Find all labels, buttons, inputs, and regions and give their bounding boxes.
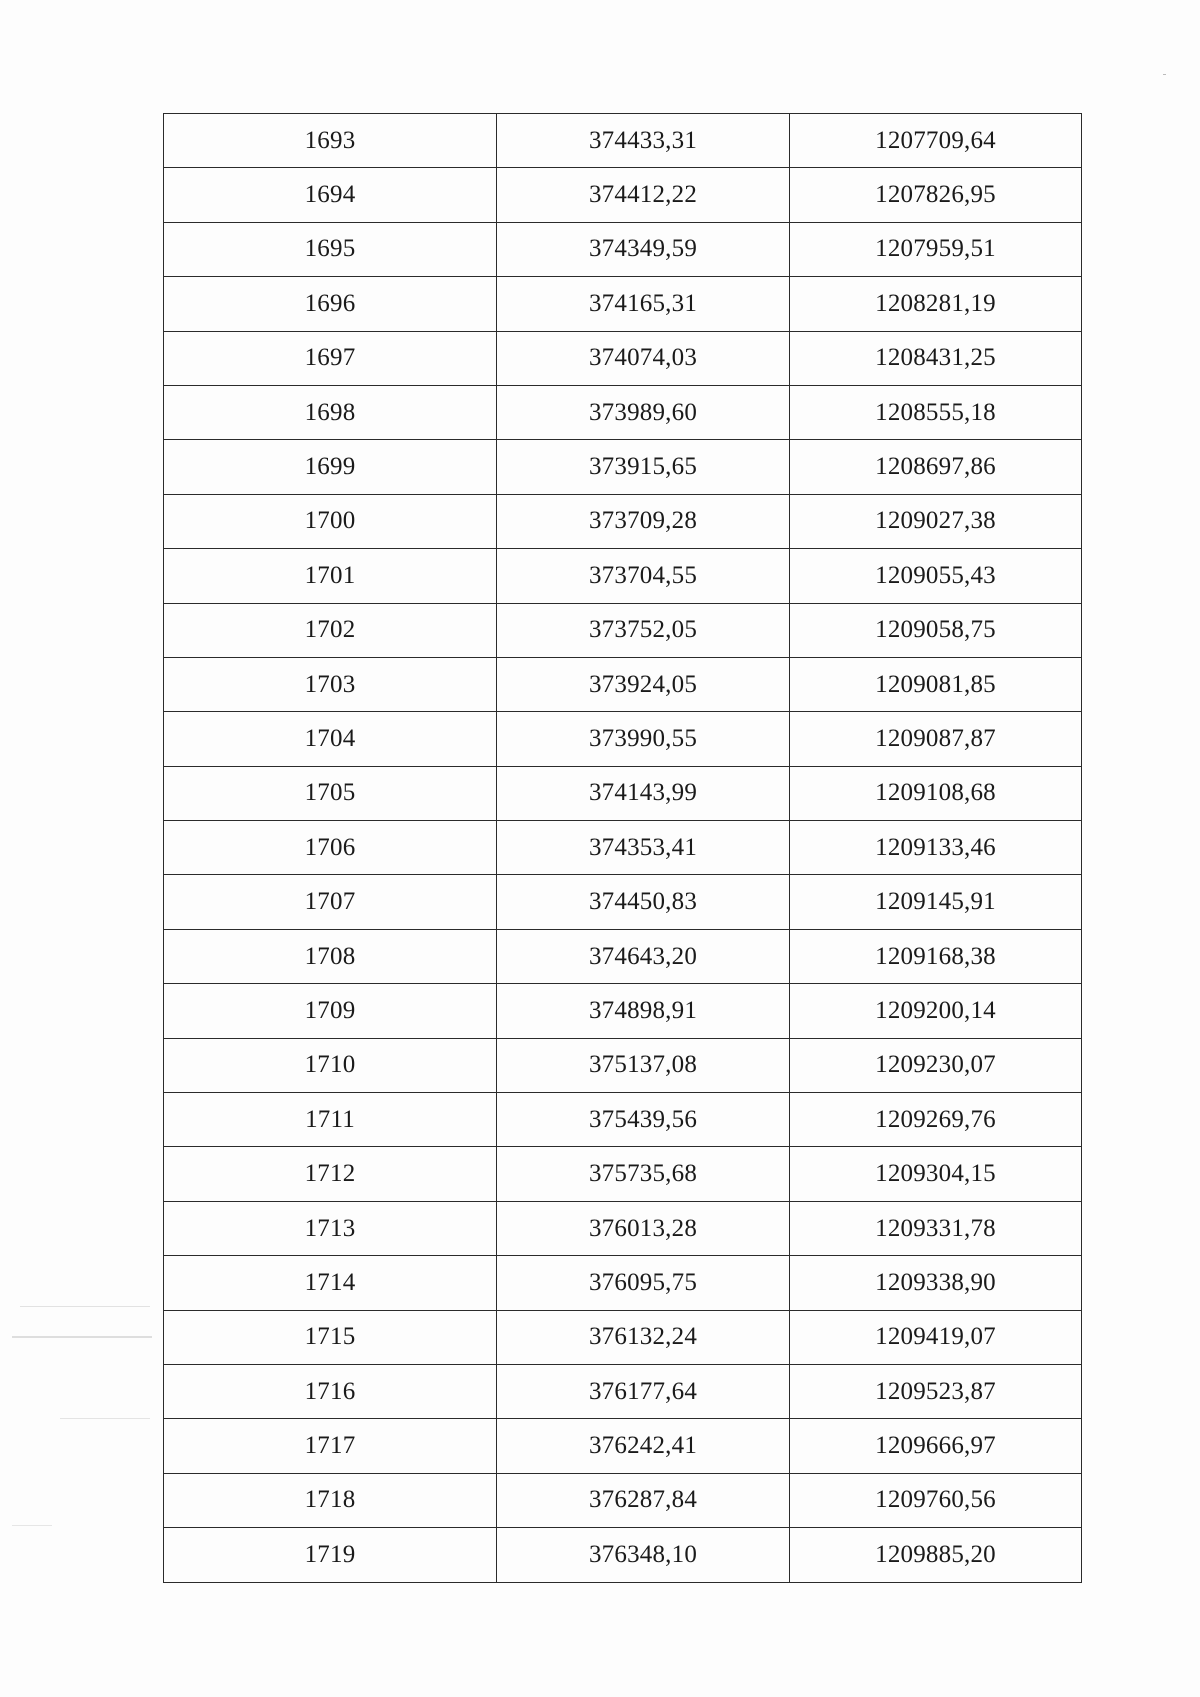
- y-coordinate-cell: 1209304,15: [790, 1147, 1082, 1201]
- y-coordinate-cell: 1209331,78: [790, 1201, 1082, 1255]
- x-coordinate-cell: 375137,08: [497, 1038, 790, 1092]
- x-coordinate-cell: 373990,55: [497, 712, 790, 766]
- x-coordinate-cell: 374143,99: [497, 766, 790, 820]
- point-number-cell: 1712: [164, 1147, 497, 1201]
- table-row: [164, 549, 1082, 603]
- x-coordinate-cell: 373989,60: [497, 385, 790, 439]
- table-row: [164, 1364, 1082, 1418]
- y-coordinate-cell: 1208555,18: [790, 385, 1082, 439]
- x-coordinate-cell: 376095,75: [497, 1256, 790, 1310]
- table-row: [164, 168, 1082, 222]
- point-number-cell: 1699: [164, 440, 497, 494]
- x-coordinate-cell: 376348,10: [497, 1528, 790, 1582]
- x-coordinate-cell: 374353,41: [497, 821, 790, 875]
- table-row: [164, 712, 1082, 766]
- x-coordinate-cell: 376177,64: [497, 1364, 790, 1418]
- y-coordinate-cell: 1209168,38: [790, 929, 1082, 983]
- point-number-cell: 1715: [164, 1310, 497, 1364]
- scan-speck: [60, 1418, 150, 1419]
- y-coordinate-cell: 1207826,95: [790, 168, 1082, 222]
- point-number-cell: 1694: [164, 168, 497, 222]
- point-number-cell: 1704: [164, 712, 497, 766]
- y-coordinate-cell: 1207959,51: [790, 222, 1082, 276]
- table-row: [164, 222, 1082, 276]
- x-coordinate-cell: 374074,03: [497, 331, 790, 385]
- table-row: [164, 114, 1082, 168]
- y-coordinate-cell: 1209145,91: [790, 875, 1082, 929]
- y-coordinate-cell: 1209027,38: [790, 494, 1082, 548]
- y-coordinate-cell: 1209666,97: [790, 1419, 1082, 1473]
- table-row: [164, 1038, 1082, 1092]
- y-coordinate-cell: 1207709,64: [790, 114, 1082, 168]
- x-coordinate-cell: 375439,56: [497, 1093, 790, 1147]
- point-number-cell: 1696: [164, 277, 497, 331]
- y-coordinate-cell: 1208431,25: [790, 331, 1082, 385]
- table-row: [164, 1093, 1082, 1147]
- x-coordinate-cell: 376132,24: [497, 1310, 790, 1364]
- point-number-cell: 1701: [164, 549, 497, 603]
- x-coordinate-cell: 376242,41: [497, 1419, 790, 1473]
- point-number-cell: 1711: [164, 1093, 497, 1147]
- x-coordinate-cell: 374433,31: [497, 114, 790, 168]
- point-number-cell: 1719: [164, 1528, 497, 1582]
- y-coordinate-cell: 1209055,43: [790, 549, 1082, 603]
- point-number-cell: 1695: [164, 222, 497, 276]
- table-row: [164, 385, 1082, 439]
- point-number-cell: 1709: [164, 984, 497, 1038]
- point-number-cell: 1707: [164, 875, 497, 929]
- x-coordinate-cell: 376287,84: [497, 1473, 790, 1527]
- y-coordinate-cell: 1209087,87: [790, 712, 1082, 766]
- point-number-cell: 1713: [164, 1201, 497, 1255]
- table-row: [164, 1201, 1082, 1255]
- point-number-cell: 1710: [164, 1038, 497, 1092]
- x-coordinate-cell: 374165,31: [497, 277, 790, 331]
- point-number-cell: 1708: [164, 929, 497, 983]
- point-number-cell: 1718: [164, 1473, 497, 1527]
- y-coordinate-cell: 1209058,75: [790, 603, 1082, 657]
- point-number-cell: 1702: [164, 603, 497, 657]
- x-coordinate-cell: 374349,59: [497, 222, 790, 276]
- table-row: [164, 1310, 1082, 1364]
- point-number-cell: 1706: [164, 821, 497, 875]
- x-coordinate-cell: 373704,55: [497, 549, 790, 603]
- table-row: [164, 766, 1082, 820]
- scan-speck: [20, 1306, 150, 1307]
- x-coordinate-cell: 373752,05: [497, 603, 790, 657]
- scan-speck: [12, 1525, 52, 1526]
- y-coordinate-cell: 1209338,90: [790, 1256, 1082, 1310]
- coordinates-table: [163, 113, 1082, 1583]
- point-number-cell: 1700: [164, 494, 497, 548]
- table-row: [164, 1528, 1082, 1582]
- table-row: [164, 331, 1082, 385]
- point-number-cell: 1703: [164, 657, 497, 711]
- x-coordinate-cell: 374898,91: [497, 984, 790, 1038]
- y-coordinate-cell: 1209081,85: [790, 657, 1082, 711]
- point-number-cell: 1705: [164, 766, 497, 820]
- table-row: [164, 494, 1082, 548]
- x-coordinate-cell: 374450,83: [497, 875, 790, 929]
- table-row: [164, 603, 1082, 657]
- y-coordinate-cell: 1209133,46: [790, 821, 1082, 875]
- y-coordinate-cell: 1208281,19: [790, 277, 1082, 331]
- x-coordinate-cell: 373915,65: [497, 440, 790, 494]
- y-coordinate-cell: 1209760,56: [790, 1473, 1082, 1527]
- table-row: [164, 984, 1082, 1038]
- point-number-cell: 1716: [164, 1364, 497, 1418]
- table-row: [164, 1147, 1082, 1201]
- table-row: [164, 875, 1082, 929]
- scan-speck: [12, 1336, 152, 1338]
- scan-speck: [1163, 74, 1166, 75]
- point-number-cell: 1698: [164, 385, 497, 439]
- point-number-cell: 1714: [164, 1256, 497, 1310]
- x-coordinate-cell: 376013,28: [497, 1201, 790, 1255]
- coordinates-table-body: [164, 114, 1082, 1583]
- x-coordinate-cell: 374412,22: [497, 168, 790, 222]
- x-coordinate-cell: 373924,05: [497, 657, 790, 711]
- table-row: [164, 440, 1082, 494]
- y-coordinate-cell: 1209269,76: [790, 1093, 1082, 1147]
- table-row: [164, 657, 1082, 711]
- y-coordinate-cell: 1209885,20: [790, 1528, 1082, 1582]
- y-coordinate-cell: 1209419,07: [790, 1310, 1082, 1364]
- point-number-cell: 1693: [164, 114, 497, 168]
- table-row: [164, 821, 1082, 875]
- x-coordinate-cell: 375735,68: [497, 1147, 790, 1201]
- y-coordinate-cell: 1208697,86: [790, 440, 1082, 494]
- table-row: [164, 1419, 1082, 1473]
- table-row: [164, 277, 1082, 331]
- y-coordinate-cell: 1209200,14: [790, 984, 1082, 1038]
- point-number-cell: 1697: [164, 331, 497, 385]
- point-number-cell: 1717: [164, 1419, 497, 1473]
- table-row: [164, 1473, 1082, 1527]
- table-row: [164, 929, 1082, 983]
- y-coordinate-cell: 1209108,68: [790, 766, 1082, 820]
- y-coordinate-cell: 1209230,07: [790, 1038, 1082, 1092]
- x-coordinate-cell: 374643,20: [497, 929, 790, 983]
- y-coordinate-cell: 1209523,87: [790, 1364, 1082, 1418]
- x-coordinate-cell: 373709,28: [497, 494, 790, 548]
- table-row: [164, 1256, 1082, 1310]
